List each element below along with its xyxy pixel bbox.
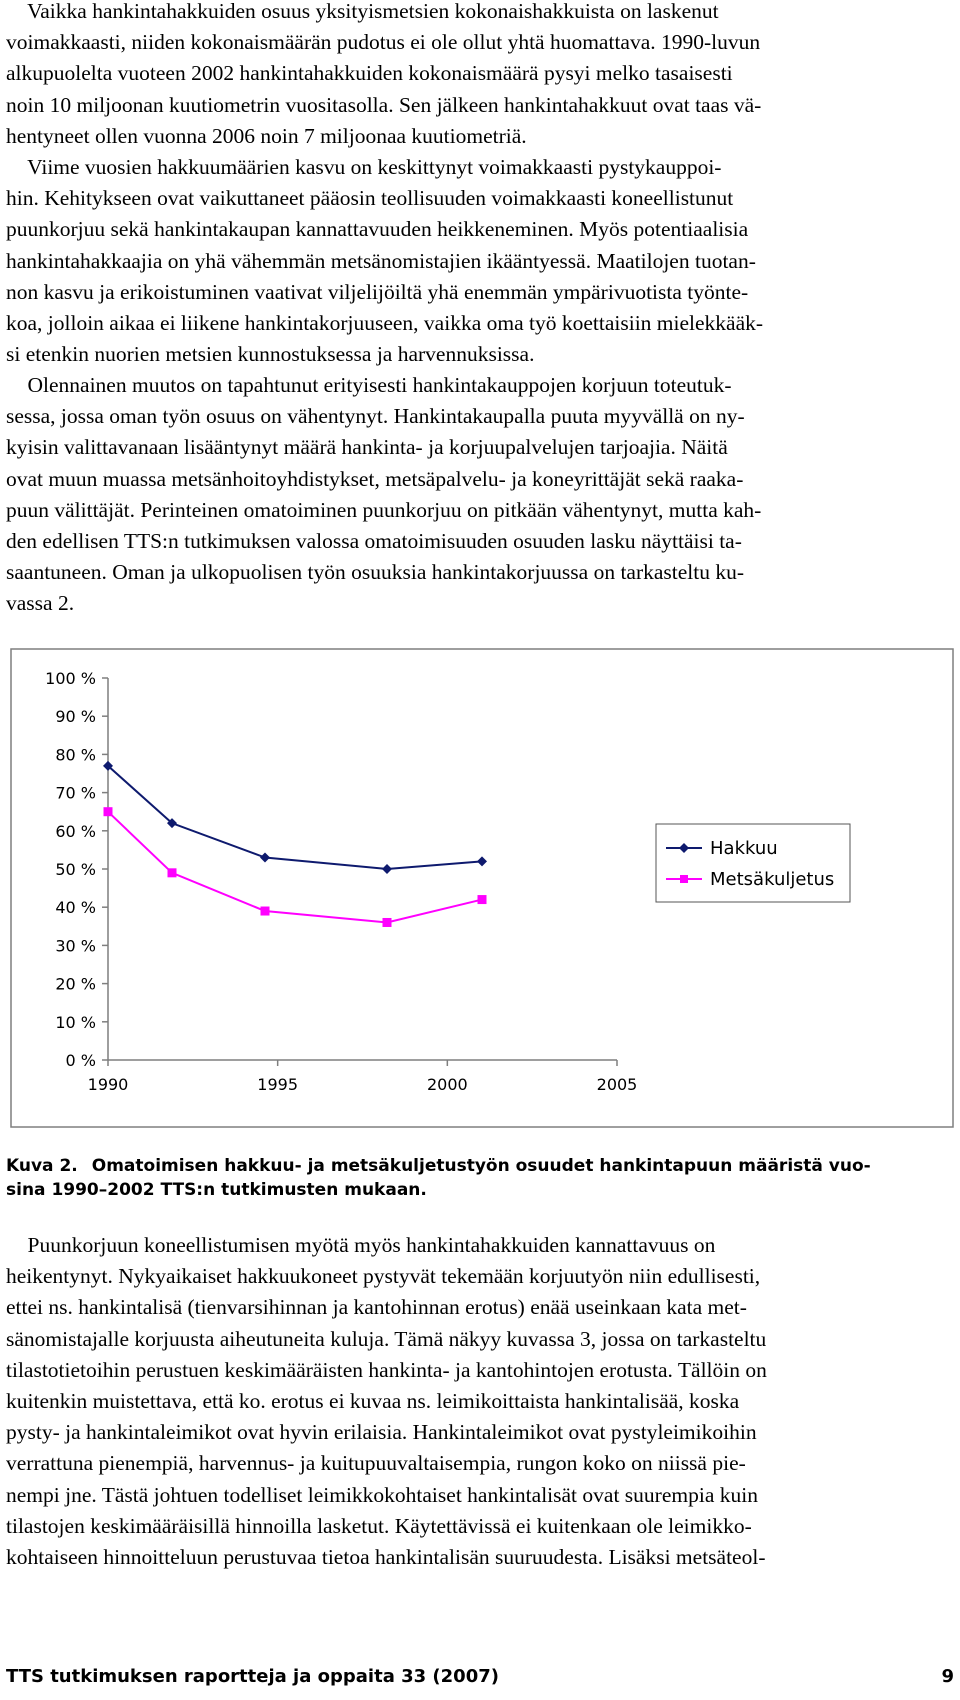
y-tick-label: 40 % xyxy=(55,898,96,918)
y-tick-label: 10 % xyxy=(55,1012,96,1032)
y-tick-label: 20 % xyxy=(55,974,96,994)
legend-box xyxy=(656,824,850,902)
text-line: kyisin valittavanaan lisääntynyt määrä hankinta- ja korjuupalvelujen tarjoajia. Näitä xyxy=(6,435,728,460)
y-tick-label: 70 % xyxy=(55,783,96,803)
text-line: noin 10 miljoonan kuutiometrin vuositasolla. Sen jälkeen hankintahakkuut ovat taas vä- xyxy=(6,92,762,117)
text-line: pysty- ja hankintaleimikot ovat hyvin erilaisia. Hankintaleimikot ovat pystyleimikoihin xyxy=(6,1420,757,1445)
x-tick-label: 2005 xyxy=(596,1075,638,1094)
text-line: Olennainen muutos on tapahtunut erityisesti hankintakauppojen korjuun toteutuk- xyxy=(6,373,732,397)
legend-label-metsakuljetus: Metsäkuljetus xyxy=(710,869,835,890)
text-line: den edellisen TTS:n tutkimuksen valossa omatoimisuuden osuuden lasku näyttäisi ta- xyxy=(6,529,742,554)
text-line: sessa, jossa oman työn osuus on vähentynyt. Hankintakaupalla puuta myyvällä on ny- xyxy=(6,404,745,429)
paragraph-2 xyxy=(6,152,954,370)
text-line: kohtaiseen hinnoitteluun perustuvaa tietoa hankintalisän suuruudesta. Lisäksi metsäteol- xyxy=(6,1545,766,1570)
line-chart xyxy=(10,648,954,1128)
figure-label: Kuva 2. xyxy=(6,1156,78,1176)
paragraph-1 xyxy=(6,0,954,152)
text-line: Viime vuosien hakkuumäärien kasvu on keskittynyt voimakkaasti pystykauppoi- xyxy=(6,155,722,179)
figure-caption-text: Omatoimisen hakkuu- ja metsäkuljetustyön osuudet hankintapuun määristä vuo- xyxy=(91,1156,871,1176)
data-point-metsakuljetus xyxy=(383,918,392,927)
text-line: alkupuolelta vuoteen 2002 hankintahakkuiden kokonaismäärä pysyi melko tasaisesti xyxy=(6,61,733,86)
text-line: tilastojen keskimääräisillä hinnoilla lasketut. Käytettävissä ei kuitenkaan ole leimikko- xyxy=(6,1513,752,1538)
y-tick-label: 80 % xyxy=(55,745,96,765)
text-line: ovat muun muassa metsänhoitoyhdistykset, metsäpalvelu- ja koneyrittäjät sekä raaka- xyxy=(6,466,744,491)
paragraph-3 xyxy=(6,370,954,620)
text-line: hentyneet ollen vuonna 2006 noin 7 miljoonaa kuutiometriä. xyxy=(6,123,527,148)
text-line: sänomistajalle korjuusta aiheutuneita kuluja. Tämä näkyy kuvassa 3, jossa on tarkasteltu xyxy=(6,1326,767,1351)
y-tick-label: 90 % xyxy=(55,707,96,727)
legend xyxy=(656,824,850,902)
data-point-metsakuljetus xyxy=(168,868,177,877)
text-line: Vaikka hankintahakkuiden osuus yksityismetsien kokonaishakkuista on laskenut xyxy=(6,0,719,23)
text-line: non kasvu ja erikoistuminen vaativat viljelijöiltä yhä enemmän ympärivuotista työnte- xyxy=(6,279,749,304)
y-tick-label: 30 % xyxy=(55,936,96,956)
data-point-metsakuljetus xyxy=(261,907,270,916)
text-line: voimakkaasti, niiden kokonaismäärän pudotus ei ole ollut yhtä huomattava. 1990-luvun xyxy=(6,30,761,55)
text-line: hin. Kehitykseen ovat vaikuttaneet pääosin teollisuuden voimakkaasti koneellistunut xyxy=(6,186,734,211)
data-point-metsakuljetus xyxy=(478,895,487,904)
legend-marker-metsakuljetus xyxy=(680,875,688,883)
text-line: puun välittäjät. Perinteinen omatoiminen puunkorjuu on pitkään vähentynyt, mutta kah- xyxy=(6,497,762,522)
x-tick-label: 1990 xyxy=(87,1075,129,1094)
page-number: 9 xyxy=(941,1666,954,1687)
x-tick-label: 1995 xyxy=(257,1075,299,1094)
text-line: kuitenkin muistettava, että ko. erotus ei kuvaa ns. leimikoittaista hankintalisää, koska xyxy=(6,1389,740,1414)
figure-caption-text-2: sina 1990–2002 TTS:n tutkimusten mukaan. xyxy=(6,1180,427,1200)
text-line: heikentynyt. Nykyaikaiset hakkuukoneet pystyvät tekemään korjuutyön niin edullisesti, xyxy=(6,1264,761,1289)
text-line: Puunkorjuun koneellistumisen myötä myös hankintahakkuiden kannattavuus on xyxy=(6,1233,716,1257)
y-tick-label: 50 % xyxy=(55,860,96,879)
y-tick-label: 60 % xyxy=(55,821,96,841)
x-tick-label: 2000 xyxy=(426,1075,468,1094)
text-line: puunkorjuu sekä hankintakaupan kannattavuuden heikkeneminen. Myös potentiaalisia xyxy=(6,217,749,242)
figure-caption xyxy=(6,1154,954,1202)
text-line: nempi jne. Tästä johtuen todelliset leimikkokohtaiset hankintalisät ovat suurempia kuin xyxy=(6,1482,758,1507)
paragraph-4 xyxy=(6,1230,954,1573)
page-footer xyxy=(6,1666,954,1687)
text-line: saantuneen. Oman ja ulkopuolisen työn osuuksia hankintakorjuussa on tarkasteltu ku- xyxy=(6,560,745,585)
text-line: verrattuna pienempiä, harvennus- ja kuitupuuvaltaisempia, rungon koko on niissä pie- xyxy=(6,1451,746,1476)
legend-label-hakkuu: Hakkuu xyxy=(710,838,778,859)
text-line: si etenkin nuorien metsien kunnostuksessa ja harvennuksissa. xyxy=(6,342,535,367)
y-tick-label: 0 % xyxy=(65,1051,96,1070)
series-title: TTS tutkimuksen raportteja ja oppaita 33 (2007) xyxy=(6,1666,499,1687)
text-line: koa, jolloin aikaa ei liikene hankintakorjuuseen, vaikka oma työ koettaisiin mielekkääk- xyxy=(6,311,764,336)
data-point-metsakuljetus xyxy=(104,807,113,816)
text-line: vassa 2. xyxy=(6,591,75,616)
text-line: tilastotietoihin perustuen keskimääräisten hankinta- ja kantohintojen erotusta. Tällöin on xyxy=(6,1357,767,1382)
y-tick-label: 100 % xyxy=(45,669,96,688)
text-line: ettei ns. hankintalisä (tienvarsihinnan ja kantohinnan erotus) enää useinkaan kata met- xyxy=(6,1295,747,1320)
text-line: hankintahakkaajia on yhä vähemmän metsänomistajien ikääntyessä. Maatilojen tuotan- xyxy=(6,248,756,273)
